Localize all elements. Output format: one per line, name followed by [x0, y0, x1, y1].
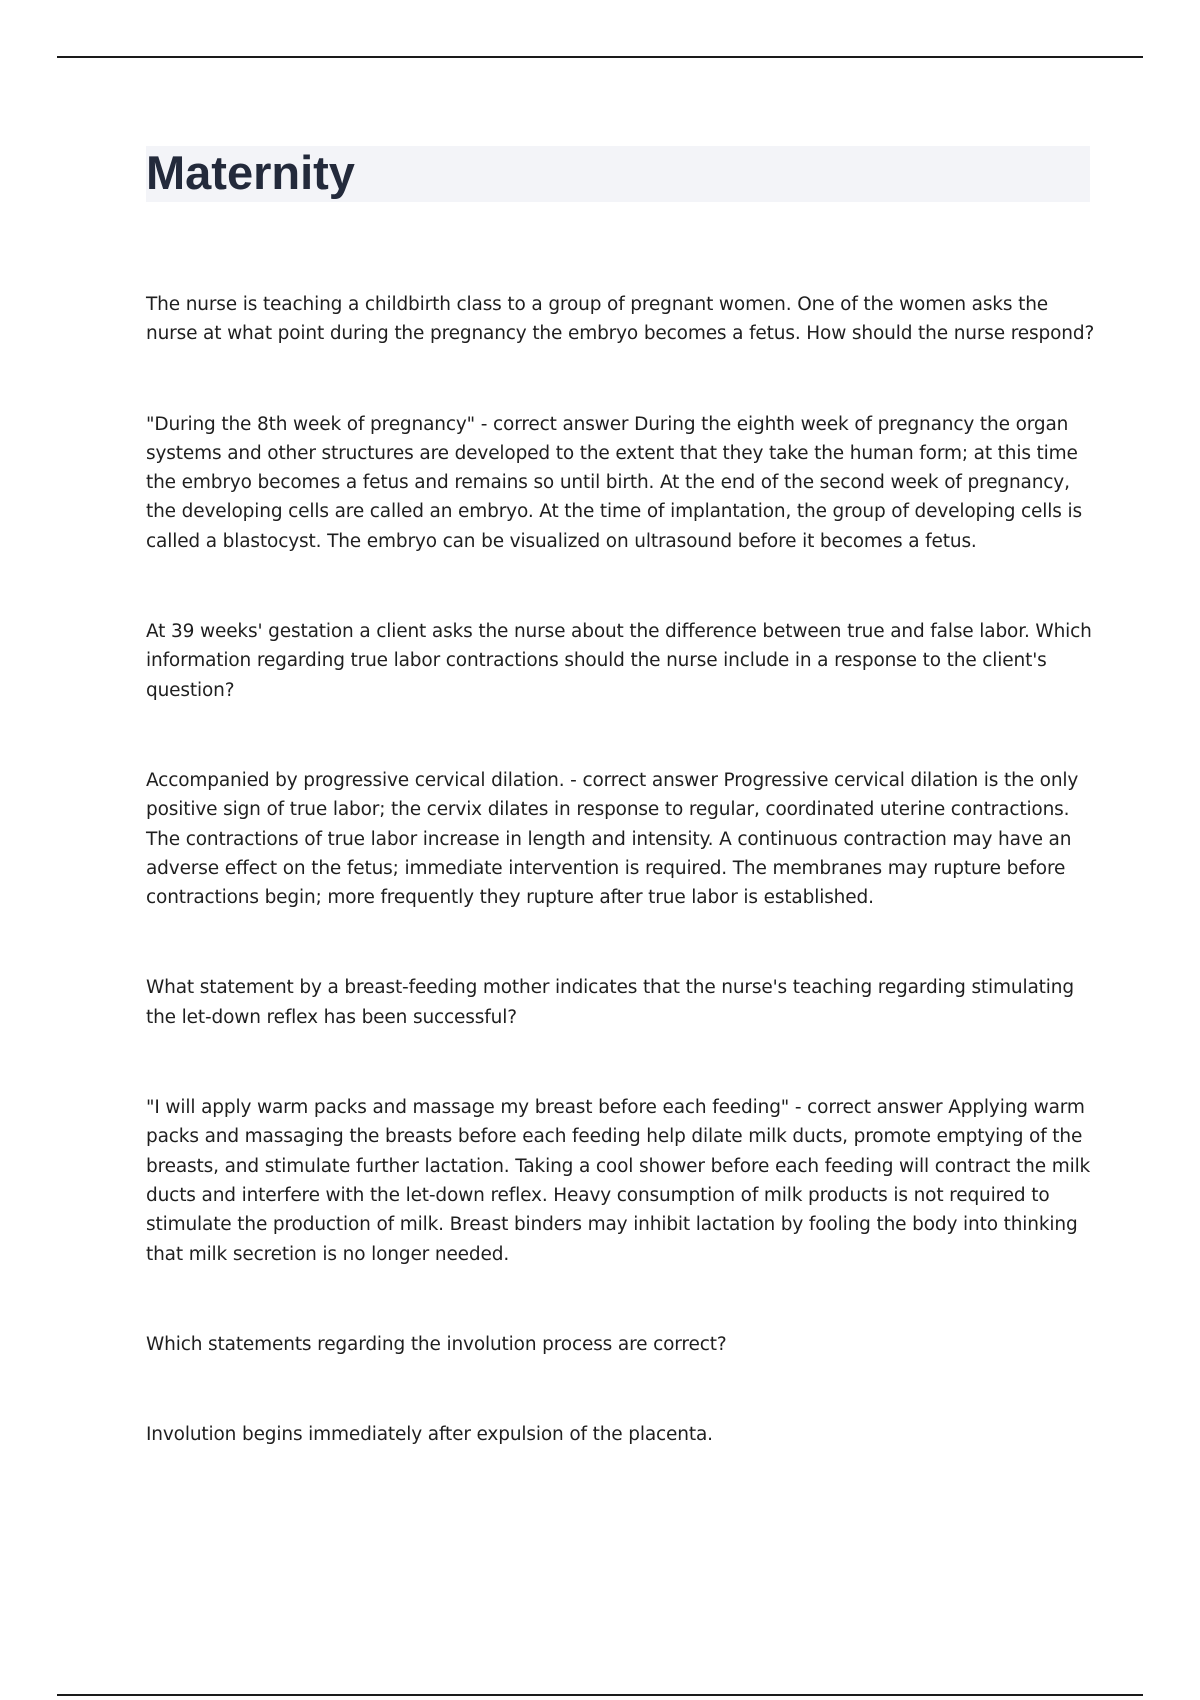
- question-1: The nurse is teaching a childbirth class to a group of pregnant women. One of the women asks the nurse at what point during the pregnancy the embryo becomes a fetus. How should the nurse respond?: [146, 294, 1095, 345]
- document-body: [146, 290, 1096, 1510]
- top-rule: [57, 56, 1143, 58]
- answer-3: "I will apply warm packs and massage my breast before each feeding" - correct answer Applying warm packs and massaging the breasts before each feeding help dilate milk ducts, promote emptying of the breasts, and stimulate further lactation. Taking a cool shower before each feeding will contract the milk ducts and interfere with the let-down reflex. Heavy consumption of milk products is not required to stimulate the production of milk. Breast binders may inhibit lactation by fooling the body into thinking that milk secretion is no longer needed.: [146, 1097, 1091, 1265]
- answer-2: Accompanied by progressive cervical dilation. - correct answer Progressive cervical dilation is the only positive sign of true labor; the cervix dilates in response to regular, coordinated uterine contractions. The contractions of true labor increase in length and intensity. A continuous contraction may have an adverse effect on the fetus; immediate intervention is required. The membranes may rupture before contractions begin; more frequently they rupture after true labor is established.: [146, 769, 1079, 909]
- answer-1: "During the 8th week of pregnancy" - correct answer During the eighth week of pregnancy the organ systems and other structures are developed to the extent that they take the human form; at this time the embryo becomes a fetus and remains so until birth. At the end of the second week of pregnancy, the developing cells are called an embryo. At the time of implantation, the group of developing cells is called a blastocyst. The embryo can be visualized on ultrasound before it becomes a fetus.: [146, 413, 1082, 552]
- question-3: What statement by a breast-feeding mother indicates that the nurse's teaching regarding stimulating the let-down reflex has been successful?: [146, 977, 1074, 1028]
- question-4: Which statements regarding the involution process are correct?: [146, 1333, 727, 1355]
- bottom-rule: [57, 1694, 1143, 1696]
- answer-4: Involution begins immediately after expulsion of the placenta.: [146, 1424, 713, 1446]
- question-2: At 39 weeks' gestation a client asks the nurse about the difference between true and false labor. Which information regarding true labor contractions should the nurse include in a response to the client's question?: [146, 621, 1092, 701]
- page-title: Maternity: [146, 146, 355, 199]
